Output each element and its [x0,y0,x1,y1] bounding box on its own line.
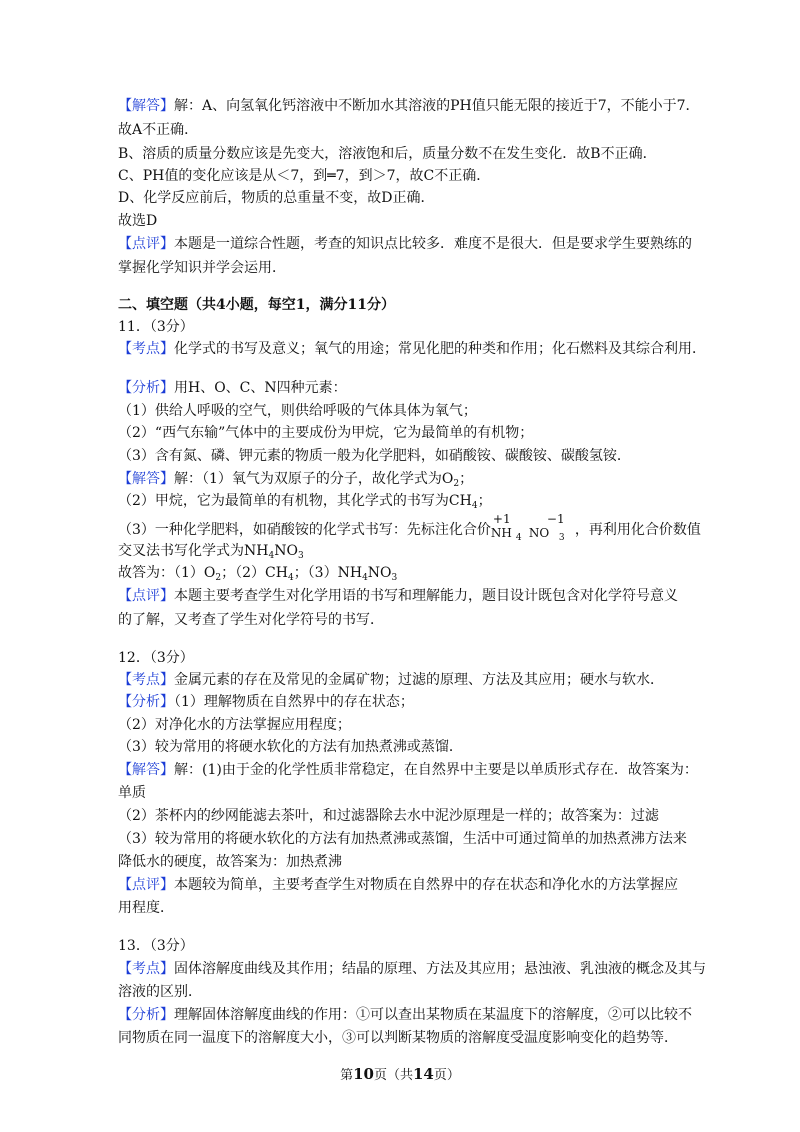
valence-plus1: +1 [492,512,511,526]
page-footer: 第10页（共14页） [340,1065,460,1083]
q13-analysis-line-2: 同物质在同一温度下的溶解度大小，③可以判断某物质的溶解度受温度影响变化的趋势等． [118,1030,678,1046]
q13-point-line-1: 【考点】固体溶解度曲线及其作用；结晶的原理、方法及其应用；悬浊液、乳浊液的概念及其与 [118,961,706,977]
q10-answer-line-1: 【解答】解：A、向氢氧化钙溶液中不断加水其溶液的PH值只能无限的接近于7，不能小于7． [118,98,700,114]
q12-review-line-2: 用程度． [118,900,174,916]
answer-tag: 【解答】 [118,762,174,778]
q11-answer-line-2: （2）甲烷，它为最简单的有机物，其化学式的书写为$CH_4$； [118,493,492,511]
chem-nh: NH [490,526,512,540]
q12-analysis-line-1: 【分析】（1）理解物质在自然界中的存在状态； [118,694,414,710]
q11-number: 11．（3分） [118,319,194,335]
q11-review-line-1: 【点评】本题主要考查学生对化学用语的书写和理解能力，题目设计既包含对化学符号意义 [118,588,678,604]
q12-point-line: 【考点】金属元素的存在及常见的金属矿物；过滤的原理、方法及其应用；硬水与软水． [118,672,664,688]
section-title: 二、填空题（共4小题，每空1，满分11分） [118,297,395,313]
point-tag: 【考点】 [118,341,174,357]
q12-number: 12．（3分） [118,650,194,666]
chem-sub4: 4 [515,533,522,543]
q12-analysis-line-3: （3）较为常用的将硬水软化的方法有加热煮沸或蒸馏． [118,739,463,755]
q13-number: 13．（3分） [118,938,194,954]
valence-formula [490,512,575,543]
chem-sub3: 3 [558,533,565,543]
q11-final-answer: 故答为：$(1)O_2$；$(2)CH_4$；$(3)NH_4NO_3$ [118,565,398,583]
answer-tag: 【解答】 [118,98,174,114]
page-number: 10 [353,1065,374,1083]
analysis-tag: 【分析】 [118,694,174,710]
q12-answer-line-4: （3）较为常用的将硬水软化的方法有加热煮沸或蒸馏，生活中可通过简单的加热煮沸方法来 [118,831,687,847]
q12-review-line-1: 【点评】本题较为简单，主要考查学生对物质在自然界中的存在状态和净化水的方法掌握应 [118,877,678,893]
valence-minus1: −1 [546,512,565,526]
answer-tag: 【解答】 [118,471,174,487]
review-tag: 【点评】 [118,236,174,252]
q12-answer-line-1: 【解答】解：(1)由于金的化学性质非常稳定，在自然界中主要是以单质形式存在．故答案为： [118,762,698,778]
q13-point-line-2: 溶液的区别． [118,984,202,1000]
q11-answer-line-4: 交叉法书写化学式为$NH_4NO_3$ [118,543,304,561]
point-tag: 【考点】 [118,672,174,688]
q11-answer-line-3: （3）一种化学肥料，如硝酸铵的化学式书写：先标注化合价 +1 NH 4 −1 NO 3 ，再利用化合价数值 [118,516,701,542]
analysis-tag: 【分析】 [118,380,174,396]
q12-answer-line-3: （2）茶杯内的纱网能滤去茶叶，和过滤器除去水中泥沙原理是一样的；故答案为：过滤 [118,808,659,824]
page-total: 14 [413,1065,434,1083]
q11-answer-line-1: 【解答】解：（1）氧气为双原子的分子，故化学式为$O_2$； [118,471,474,489]
point-tag: 【考点】 [118,961,174,977]
q11-analysis-line-2: （1）供给人呼吸的空气，则供给呼吸的气体具体为氧气； [118,403,477,419]
q11-analysis-line-4: （3）含有氮、磷、钾元素的物质一般为化学肥料，如硝酸铵、碳酸铵、碳酸氢铵． [118,448,631,464]
q10-answer-line-2: 故A不正确． [118,122,199,138]
q10-answer-line-6: 故选D [118,213,158,229]
q11-analysis-line-3: （2）“西气东输”气体中的主要成份为甲烷，它为最简单的有机物； [118,425,534,441]
q11-analysis-line-1: 【分析】用H、O、C、N四种元素： [118,380,347,396]
chem-no: NO [528,526,550,540]
q11-point-line: 【考点】化学式的书写及意义；氧气的用途；常见化肥的种类和作用；化石燃料及其综合利用． [118,341,706,357]
analysis-tag: 【分析】 [118,1007,174,1023]
q13-analysis-line-1: 【分析】理解固体溶解度曲线的作用：①可以查出某物质在某温度下的溶解度，②可以比较不 [118,1007,692,1023]
q12-answer-line-2: 单质 [118,785,146,801]
q10-answer-line-4: C、PH值的变化应该是从＜7，到═7，到＞7，故C不正确． [118,168,491,184]
q11-review-line-2: 的了解，又考查了学生对化学符号的书写． [118,612,384,628]
q10-review-line-2: 掌握化学知识并学会运用． [118,260,286,276]
q10-review-line-1: 【点评】本题是一道综合性题，考查的知识点比较多．难度不是很大．但是要求学生要熟练的 [118,236,692,252]
review-tag: 【点评】 [118,588,174,604]
q10-answer-line-5: D、化学反应前后，物质的总重量不变，故D正确． [118,190,435,206]
q12-analysis-line-2: （2）对净化水的方法掌握应用程度； [118,717,351,733]
q12-answer-line-5: 降低水的硬度，故答案为：加热煮沸 [118,854,342,870]
review-tag: 【点评】 [118,877,174,893]
q10-answer-line-3: B、溶质的质量分数应该是先变大，溶液饱和后，质量分数不在发生变化．故B不正确． [118,146,657,162]
